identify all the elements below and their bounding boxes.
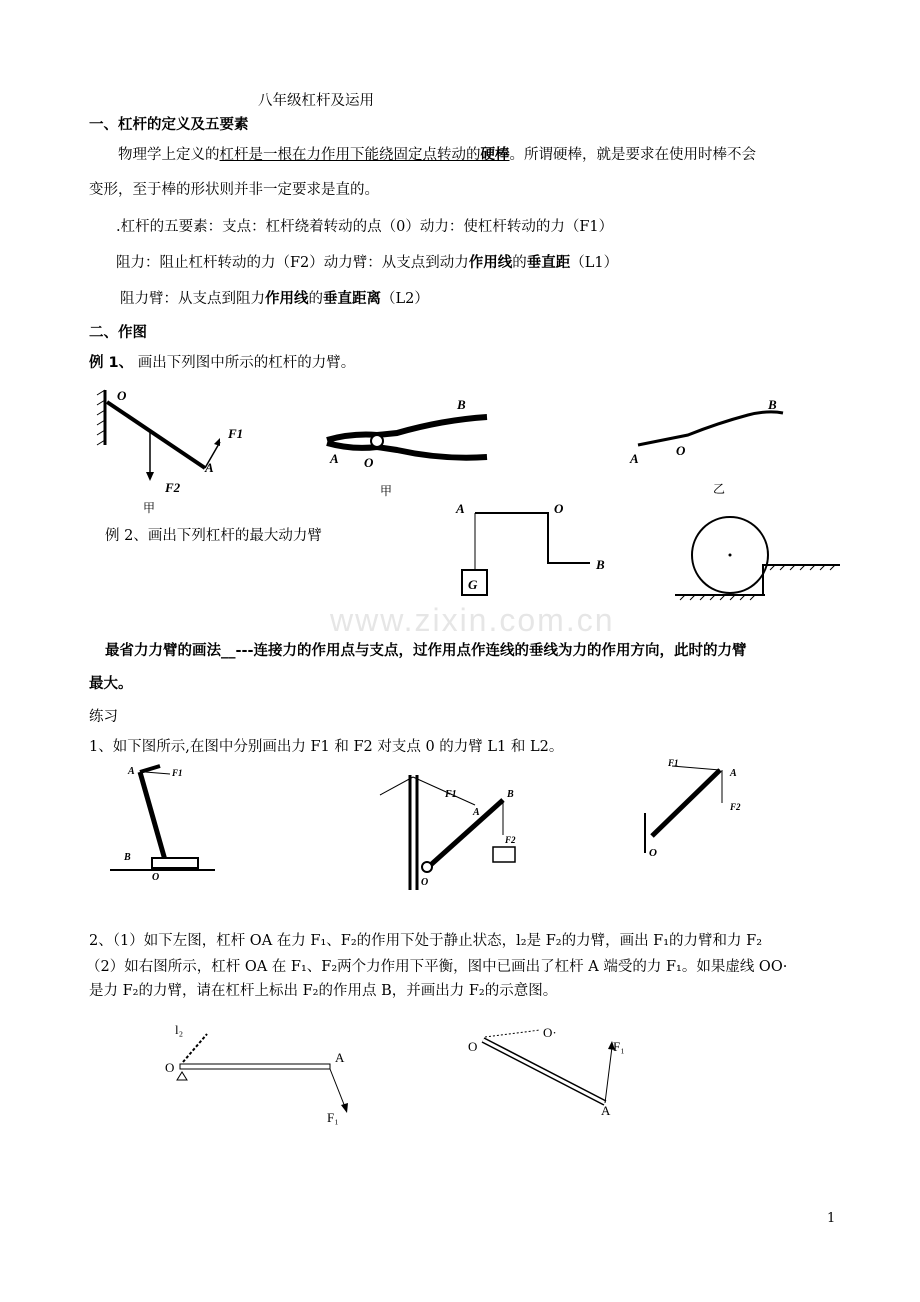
svg-text:F2: F2 bbox=[165, 480, 181, 495]
svg-text:A: A bbox=[335, 1050, 345, 1065]
q1-lever-figure-3 bbox=[640, 758, 760, 863]
five-elements-line1: .杠杆的五要素：支点：杠杆绕着转动的点（0）动力：使杠杆转动的力（F1） bbox=[116, 219, 614, 235]
svg-text:A: A bbox=[128, 766, 135, 777]
svg-text:F1: F1 bbox=[445, 789, 457, 800]
svg-text:O: O bbox=[554, 501, 564, 516]
q2-right-lever-figure bbox=[465, 1025, 645, 1120]
svg-text:O: O bbox=[421, 877, 429, 888]
q1-lever-figure-2 bbox=[375, 775, 535, 895]
svg-text:B: B bbox=[507, 789, 514, 800]
svg-text:O: O bbox=[649, 847, 657, 859]
definition-line2: 变形，至于棒的形状则并非一定要求是直的。 bbox=[89, 182, 379, 198]
method-line2: 最大。 bbox=[89, 676, 133, 692]
svg-text:B: B bbox=[124, 852, 131, 863]
svg-text:O: O bbox=[117, 388, 127, 403]
ex1-curved-lever-figure bbox=[628, 395, 798, 495]
ex2-wheel-step-figure bbox=[675, 505, 845, 605]
svg-text:B: B bbox=[596, 557, 605, 572]
page-number: 1 bbox=[827, 1211, 836, 1226]
svg-text:O: O bbox=[676, 443, 686, 458]
practice-q2-line2: （2）如右图所示，杠杆 OA 在 F₁、F₂两个力作用下平衡，图中已画出了杠杆 A 端受的力 F₁。如果虚线 OO· bbox=[86, 959, 788, 975]
svg-text:O·: O· bbox=[543, 1025, 557, 1040]
svg-text:F2: F2 bbox=[730, 802, 741, 812]
q1-lever-figure-1 bbox=[110, 760, 230, 885]
svg-text:O: O bbox=[468, 1039, 478, 1054]
method-line1: 最省力力臂的画法__---连接力的作用点与支点，过作用点作连线的垂线为力的作用方向，此时的力臂 bbox=[105, 643, 747, 659]
svg-text:B: B bbox=[457, 397, 466, 412]
svg-text:乙: 乙 bbox=[713, 482, 726, 496]
practice-q2-line3: 是力 F₂的力臂，请在杠杆上标出 F₂的作用点 B，并画出力 F₂的示意图。 bbox=[89, 983, 558, 999]
svg-text:F1: F1 bbox=[172, 768, 183, 778]
svg-text:F₁: F₁ bbox=[327, 1110, 339, 1125]
svg-text:F2: F2 bbox=[505, 835, 516, 845]
svg-text:A: A bbox=[330, 451, 339, 466]
svg-text:A: A bbox=[730, 768, 737, 779]
ex1-wall-lever-figure bbox=[95, 390, 255, 520]
section2-heading: 二、作图 bbox=[89, 325, 147, 341]
example1: 例 1、 画出下列图中所示的杠杆的力臂。 bbox=[89, 355, 356, 371]
q2-left-lever-figure bbox=[165, 1022, 365, 1127]
svg-text:B: B bbox=[768, 397, 777, 412]
svg-text:O: O bbox=[364, 455, 374, 470]
watermark: www.zixin.com.cn bbox=[330, 602, 615, 638]
ex2-bent-lever-figure bbox=[450, 495, 620, 605]
document-title: 八年级杠杆及运用 bbox=[258, 93, 374, 109]
practice-q2-line1: 2、（1）如下左图，杠杆 OA 在力 F₁、F₂的作用下处于静止状态，l₂是 F₂的力臂，画出 F₁的力臂和力 F₂ bbox=[89, 933, 763, 949]
svg-text:A: A bbox=[630, 451, 639, 466]
svg-text:甲: 甲 bbox=[380, 484, 393, 498]
svg-text:l₂: l₂ bbox=[175, 1022, 184, 1037]
five-elements-line2: 阻力：阻止杠杆转动的力（F2）动力臂：从支点到动力作用线的垂直距（L1） bbox=[116, 255, 619, 271]
section1-heading: 一、杠杆的定义及五要素 bbox=[89, 117, 249, 133]
svg-text:甲: 甲 bbox=[143, 501, 156, 515]
example2: 例 2、画出下列杠杆的最大动力臂 bbox=[105, 528, 322, 544]
ex1-pliers-figure bbox=[322, 395, 502, 500]
practice-heading: 练习 bbox=[89, 709, 118, 725]
practice-q1: 1、如下图所示,在图中分别画出力 F1 和 F2 对支点 0 的力臂 L1 和 L2。 bbox=[89, 739, 564, 755]
svg-text:F1: F1 bbox=[668, 758, 679, 768]
svg-text:G: G bbox=[468, 577, 478, 592]
svg-text:F1: F1 bbox=[228, 426, 244, 441]
svg-text:A: A bbox=[205, 460, 214, 475]
five-elements-line3: 阻力臂：从支点到阻力作用线的垂直距离（L2） bbox=[120, 291, 429, 307]
definition-line1: 物理学上定义的杠杆是一根在力作用下能绕固定点转动的硬棒。所谓硬棒，就是要求在使用时棒不会 bbox=[118, 147, 756, 163]
svg-text:A: A bbox=[456, 501, 465, 516]
svg-text:A: A bbox=[601, 1103, 611, 1118]
svg-text:O: O bbox=[152, 872, 160, 883]
svg-text:F₁: F₁ bbox=[613, 1039, 625, 1054]
svg-text:O: O bbox=[165, 1060, 175, 1075]
svg-text:A: A bbox=[473, 807, 480, 818]
